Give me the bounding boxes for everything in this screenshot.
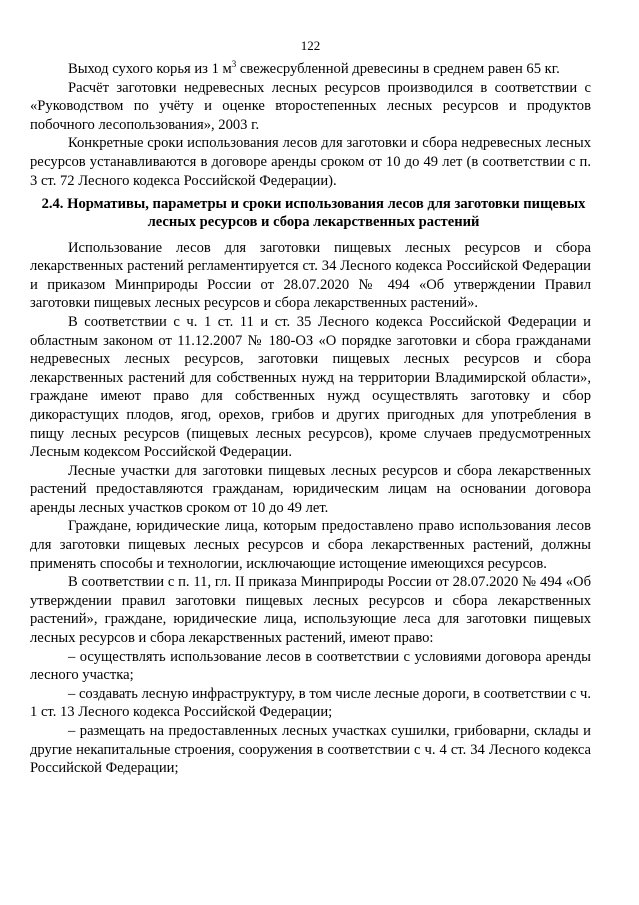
paragraph-bark-yield [30,60,591,79]
paragraph-methods: Граждане, юридические лица, которым предоставлено право использования лесов для заготовки пищевых лесных ресурсов и сбора лекарственных растений, должны применять способы и технологии, исключающие истощение имеющихся ресурсов. [30,518,591,572]
section-heading: 2.4. Нормативы, параметры и сроки использования лесов для заготовки пищевых лесных ресурсов и сбора лекарственных растений [41,196,586,231]
paragraph-lease-terms: Конкретные сроки использования лесов для заготовки и сбора недревесных лесных ресурсов устанавливаются в договоре аренды сроком от 10 до 49 лет (в соответствии с п. 3 ст. 72 Лесного кодекса Российской Федерации). [30,135,591,189]
bark-yield-text: Выход сухого корья из 1 м [68,61,232,77]
list-item: – осуществлять использование лесов в соответствии с условиями договора аренды лесного участка; [30,648,591,684]
list-item: – размещать на предоставленных лесных участках сушилки, грибоварни, склады и другие некапитальные строения, сооружения в соответствии с ч. 4 ст. 34 Лесного кодекса Российской Федерации; [30,723,591,777]
paragraph-rights-list-intro: В соответствии с п. 11, гл. II приказа Минприроды России от 28.07.2020 № 494 «Об утверждении правил заготовки пищевых лесных ресурсов и сбора лекарственных растений», граждане, юридические лица, использующие леса для заготовки пищевых лесных ресурсов и сбора лекарственных растений, имеют право: [30,574,591,647]
page-number: 122 [300,38,321,53]
paragraph-regulation: Использование лесов для заготовки пищевых лесных ресурсов и сбора лекарственных растений регламентируется ст. 34 Лесного кодекса Российской Федерации и приказом Минприроды России от 28.07.2020 № 494 «Об утверждении Правил заготовки пищевых лесных ресурсов и сбора лекарственных растений». [30,239,591,312]
list-item: – создавать лесную инфраструктуру, в том числе лесные дороги, в соответствии с ч. 1 ст. 13 Лесного кодекса Российской Федерации; [30,685,591,721]
paragraph-calculation-basis: Расчёт заготовки недревесных лесных ресурсов производился в соответствии с «Руководством по учёту и оценке второстепенных лесных ресурсов и продуктов побочного лесопользования», 2003 г. [30,79,591,133]
cubic-superscript: 3 [231,59,237,70]
bark-yield-text-end: свежесрубленной древесины в среднем равен 65 кг. [236,61,560,77]
paragraph-land-plots: Лесные участки для заготовки пищевых лесных ресурсов и сбора лекарственных растений предоставляются гражданам, юридическим лицам на основании договора аренды лесных участков сроком от 10 до 49 лет. [30,462,591,516]
paragraph-citizens-rights: В соответствии с ч. 1 ст. 11 и ст. 35 Лесного кодекса Российской Федерации и областным законом от 11.12.2007 № 180-ОЗ «О порядке заготовки и сбора гражданами недревесных лесных ресурсов, заготовки пищевых лесных ресурсов и сбора лекарственных растений для собственных нужд на территории Владимирской области», граждане имеют право для собственных нужд осуществлять заготовку и сбор дикорастущих плодов, ягод, орехов, грибов и других пригодных для употребления в пищу лесных ресурсов (пищевых лесных ресурсов), кроме случаев предусмотренных Лесным кодексом Российской Федерации. [30,313,591,461]
